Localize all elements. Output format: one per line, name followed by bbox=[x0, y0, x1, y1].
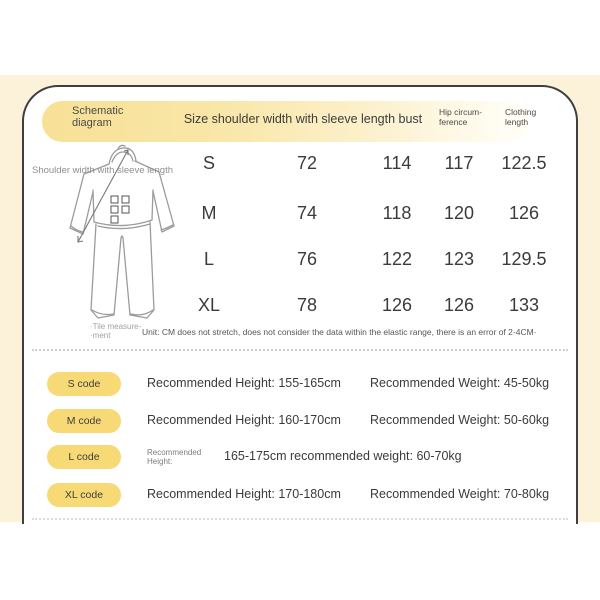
recommendation-row-xl bbox=[24, 483, 576, 509]
bust-value: 114 bbox=[382, 153, 412, 173]
length-value: 133 bbox=[508, 295, 540, 315]
size-label: S bbox=[202, 153, 216, 173]
length-value: 129.5 bbox=[501, 249, 547, 269]
clothing-header-line2: length bbox=[505, 116, 529, 127]
recommended-height-prefix bbox=[147, 448, 201, 466]
recommendation-row-l bbox=[24, 445, 576, 471]
bust-value: 118 bbox=[382, 203, 412, 223]
dashed-divider-top bbox=[32, 349, 568, 351]
size-columns-header: Size shoulder width with sleeve length bust bbox=[183, 112, 423, 126]
schematic-diagram-header bbox=[72, 105, 123, 129]
xl-code-badge: XL code bbox=[47, 483, 121, 507]
size-label: XL bbox=[197, 295, 221, 315]
recommended-height-text: Recommended Height: 155-165cm bbox=[147, 376, 341, 390]
hip-header-line2: ference bbox=[439, 116, 468, 127]
recommendation-row-m bbox=[24, 409, 576, 435]
prefix-line1: Recommended bbox=[147, 448, 202, 457]
tile-measurement-note bbox=[90, 323, 141, 340]
schematic-header-line1: Schematic bbox=[72, 105, 124, 117]
shoulder-sleeve-value: 76 bbox=[296, 249, 318, 269]
length-value: 122.5 bbox=[501, 153, 547, 173]
shoulder-sleeve-annotation: Shoulder width with sleeve length bbox=[32, 165, 174, 176]
hip-header-line1: Hip circum- bbox=[439, 107, 482, 117]
length-value: 126 bbox=[508, 203, 540, 223]
hip-circumference-header bbox=[439, 108, 482, 127]
l-code-badge: L code bbox=[47, 445, 121, 469]
schematic-header-line2: diagram bbox=[72, 117, 112, 129]
hip-value: 117 bbox=[444, 153, 474, 173]
clothing-header-line1: Clothing bbox=[505, 107, 537, 117]
hip-value: 123 bbox=[443, 249, 475, 269]
recommended-height-text: Recommended Height: 160-170cm bbox=[147, 413, 341, 427]
s-code-badge: S code bbox=[47, 372, 121, 396]
recommended-weight-text: Recommended Weight: 50-60kg bbox=[370, 413, 550, 427]
hip-value: 120 bbox=[443, 203, 475, 223]
size-label: M bbox=[201, 203, 217, 223]
unit-disclaimer-note: Unit: CM does not stretch, does not consider the data within the elastic range, there is an error of 2-4CM· bbox=[142, 327, 537, 337]
dashed-divider-bottom bbox=[32, 518, 568, 520]
size-label: L bbox=[203, 249, 215, 269]
table-row-l bbox=[24, 249, 576, 271]
prefix-line2: Height: bbox=[147, 457, 173, 466]
size-chart-card bbox=[22, 85, 578, 524]
bust-value: 122 bbox=[381, 249, 413, 269]
table-row-s bbox=[24, 153, 576, 175]
tile-note-line1: ·Tile measure- bbox=[90, 322, 142, 331]
clothing-length-header bbox=[505, 108, 536, 127]
table-row-xl bbox=[24, 295, 576, 317]
shoulder-sleeve-value: 78 bbox=[296, 295, 318, 315]
table-row-m bbox=[24, 203, 576, 225]
shoulder-sleeve-value: 72 bbox=[296, 153, 318, 173]
bust-value: 126 bbox=[381, 295, 413, 315]
recommended-weight-text: Recommended Weight: 45-50kg bbox=[370, 376, 550, 390]
shoulder-sleeve-value: 74 bbox=[296, 203, 318, 223]
recommended-height-weight-text: 165-175cm recommended weight: 60-70kg bbox=[224, 449, 462, 463]
recommendation-row-s bbox=[24, 372, 576, 398]
tile-note-line2: ·ment bbox=[90, 330, 111, 340]
recommended-height-text: Recommended Height: 170-180cm bbox=[147, 487, 341, 501]
recommended-weight-text: Recommended Weight: 70-80kg bbox=[370, 487, 550, 501]
hip-value: 126 bbox=[443, 295, 475, 315]
m-code-badge: M code bbox=[47, 409, 121, 433]
